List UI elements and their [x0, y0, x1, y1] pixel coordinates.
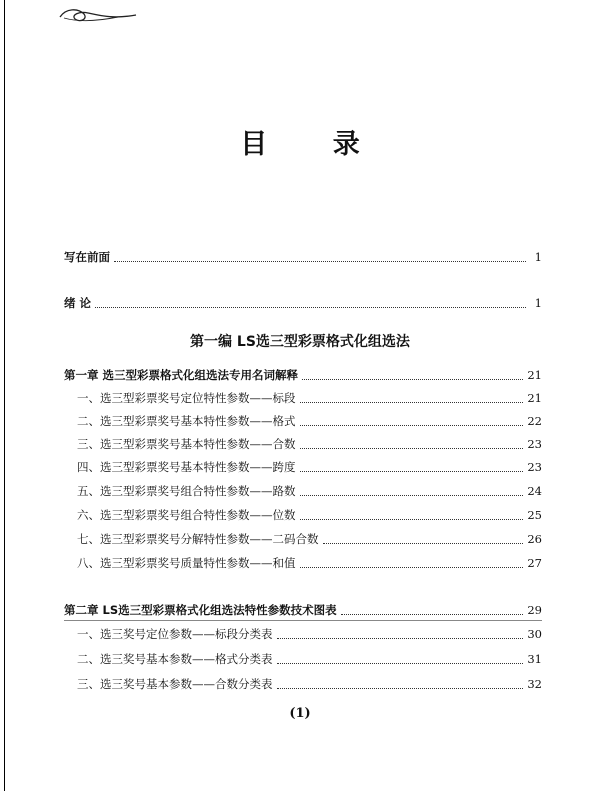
- toc-section: [77, 554, 542, 572]
- toc-entry-label: 七、选三型彩票奖号分解特性参数——二码合数: [77, 532, 319, 546]
- toc-section: [77, 458, 542, 476]
- toc-chapter-2: [64, 601, 542, 619]
- toc-section: [77, 506, 542, 524]
- toc-entry-page: 21: [527, 368, 542, 382]
- chapter-underline: [64, 620, 542, 621]
- toc-section: [77, 389, 542, 407]
- toc-entry-page: 26: [527, 532, 542, 546]
- dot-leader: [300, 519, 524, 520]
- toc-entry-page: 1: [534, 296, 542, 310]
- toc-entry-label: 四、选三型彩票奖号基本特性参数——跨度: [77, 460, 296, 474]
- toc-section: [77, 625, 542, 643]
- toc-entry-label: 五、选三型彩票奖号组合特性参数——路数: [77, 484, 296, 498]
- toc-section: [77, 675, 542, 693]
- toc-entry-label: 二、选三奖号基本参数——格式分类表: [77, 652, 273, 666]
- toc-entry-page: 30: [527, 627, 542, 641]
- dot-leader: [300, 448, 524, 449]
- dot-leader: [277, 688, 524, 689]
- toc-section: [77, 530, 542, 548]
- toc-entry-label: 第一章 选三型彩票格式化组选法专用名词解释: [64, 368, 299, 382]
- toc-section: [77, 482, 542, 500]
- toc-entry-label: 一、选三型彩票奖号定位特性参数——标段: [77, 391, 296, 405]
- toc-entry-introduction: [64, 294, 542, 312]
- dot-leader: [95, 307, 526, 308]
- dot-leader: [300, 425, 524, 426]
- dot-leader: [300, 402, 524, 403]
- dot-leader: [300, 567, 524, 568]
- toc-entry-label: 八、选三型彩票奖号质量特性参数——和值: [77, 556, 296, 570]
- toc-entry-page: 24: [527, 484, 542, 498]
- part-heading: 第一编 LS选三型彩票格式化组选法: [190, 334, 410, 350]
- toc-entry-page: 21: [527, 391, 542, 405]
- toc-entry-label: 二、选三型彩票奖号基本特性参数——格式: [77, 414, 296, 428]
- toc-entry-page: 31: [527, 652, 542, 666]
- toc-entry-page: 23: [527, 437, 542, 451]
- toc-entry-preface: [64, 248, 542, 266]
- toc-entry-label: 第二章 LS选三型彩票格式化组选法特性参数技术图表: [64, 603, 337, 617]
- flourish-ornament-icon: [58, 4, 138, 26]
- toc-entry-page: 25: [527, 508, 542, 522]
- toc-section: [77, 435, 542, 453]
- toc-entry-label: 三、选三型彩票奖号基本特性参数——合数: [77, 437, 296, 451]
- toc-entry-page: 1: [534, 250, 542, 264]
- toc-section: [77, 650, 542, 668]
- toc-entry-label: 六、选三型彩票奖号组合特性参数——位数: [77, 508, 296, 522]
- toc-entry-label: 写在前面: [64, 250, 110, 264]
- toc-entry-page: 22: [527, 414, 542, 428]
- toc-entry-label: 三、选三奖号基本参数——合数分类表: [77, 677, 273, 691]
- page-title: 目 录: [240, 129, 388, 160]
- toc-chapter-1: [64, 366, 542, 384]
- dot-leader: [277, 663, 524, 664]
- toc-entry-page: 29: [527, 603, 542, 617]
- dot-leader: [302, 379, 523, 380]
- toc-entry-page: 27: [527, 556, 542, 570]
- dot-leader: [300, 471, 524, 472]
- toc-entry-page: 23: [527, 460, 542, 474]
- dot-leader: [114, 261, 526, 262]
- toc-entry-page: 32: [527, 677, 542, 691]
- toc-entry-label: 绪 论: [64, 296, 92, 310]
- dot-leader: [300, 495, 524, 496]
- toc-entry-label: 一、选三奖号定位参数——标段分类表: [77, 627, 273, 641]
- dot-leader: [341, 614, 524, 615]
- toc-section: [77, 412, 542, 430]
- page-edge-line: [4, 0, 5, 791]
- dot-leader: [323, 543, 524, 544]
- dot-leader: [277, 638, 524, 639]
- footer-page-number: (1): [289, 706, 311, 721]
